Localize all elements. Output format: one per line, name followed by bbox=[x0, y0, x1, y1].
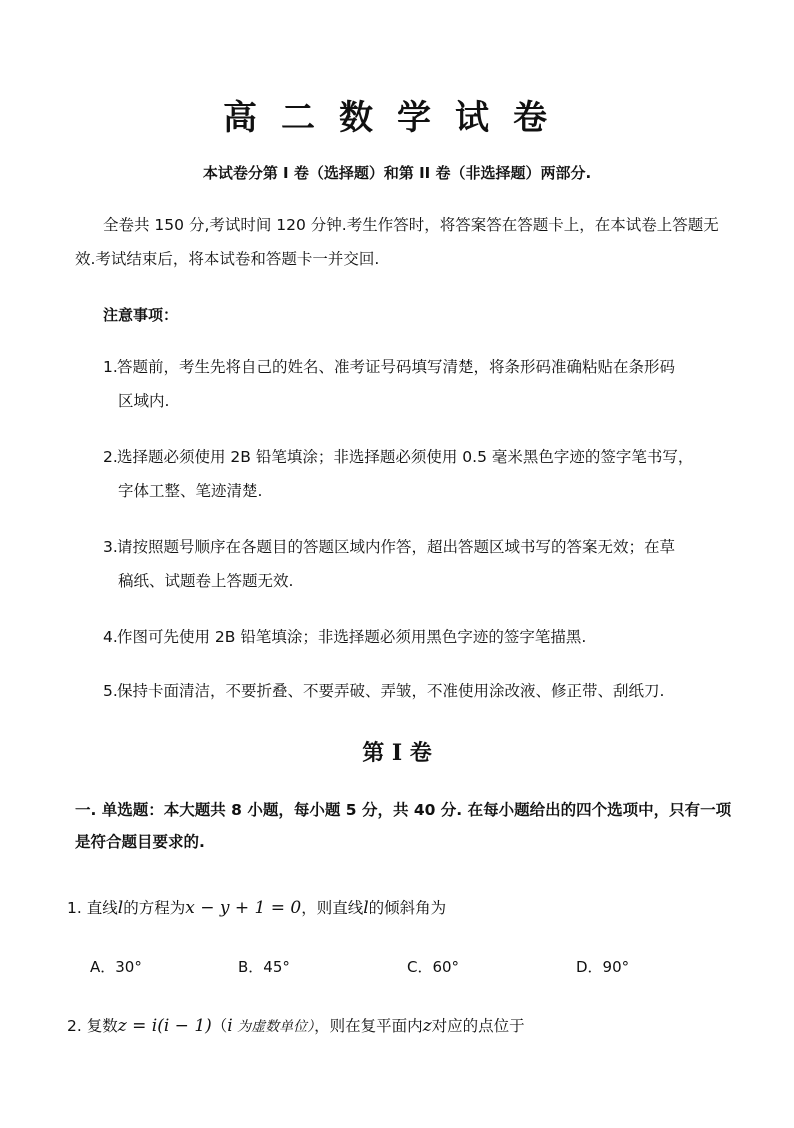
intro-paragraph: 全卷共 150 分,考试时间 120 分钟.考生作答时，将答案答在答题卡上，在本试卷上答题无效.考试结束后，将本试卷和答题卡一并交回. bbox=[75, 216, 719, 268]
option-c: C．60° bbox=[407, 958, 460, 976]
question-text: 的倾斜角为 bbox=[368, 899, 447, 917]
question-number: 2. bbox=[67, 1017, 82, 1035]
question-text: ，则在复平面内 bbox=[314, 1017, 423, 1035]
page-subtitle: 本试卷分第 I 卷（选择题）和第 II 卷（非选择题）两部分. bbox=[202, 164, 592, 182]
question-text: 为虚数单位） bbox=[232, 1019, 315, 1035]
note-number: 4. bbox=[103, 628, 118, 646]
note-text: 答题前，考生先将自己的姓名、准考证号码填写清楚，将条形码准确粘贴在条形码 bbox=[117, 358, 676, 376]
question-text: 复数 bbox=[86, 1017, 118, 1035]
option-a: A．30° bbox=[90, 958, 142, 976]
question-1 bbox=[67, 896, 446, 918]
question-text: 直线 bbox=[86, 899, 118, 917]
notes-heading: 注意事项： bbox=[103, 306, 179, 324]
note-number: 5. bbox=[103, 682, 118, 700]
page-title: 高二数学试卷 bbox=[223, 98, 571, 138]
note-number: 3. bbox=[103, 538, 118, 556]
note-number: 1. bbox=[103, 358, 118, 376]
note-text: 作图可先使用 2B 铅笔填涂；非选择题必须用黑色字迹的签字笔描黑. bbox=[117, 628, 587, 646]
note-item-2 bbox=[103, 440, 743, 508]
question-text: 对应的点位于 bbox=[431, 1017, 525, 1035]
math-equation: z = i(i − 1) bbox=[117, 1016, 212, 1036]
math-equation: x − y + 1 = 0 bbox=[185, 898, 302, 918]
math-variable: l bbox=[117, 898, 124, 918]
note-text-continued: 区域内. bbox=[118, 392, 170, 410]
question-text: ，则直线 bbox=[301, 899, 364, 917]
question-text: （ bbox=[211, 1017, 228, 1035]
note-item-3 bbox=[103, 530, 743, 598]
note-number: 2. bbox=[103, 448, 118, 466]
note-text-continued: 字体工整、笔迹清楚. bbox=[118, 482, 263, 500]
note-text: 选择题必须使用 2B 铅笔填涂；非选择题必须使用 0.5 毫米黑色字迹的签字笔书写， bbox=[117, 448, 694, 466]
note-text: 保持卡面清洁，不要折叠、不要弄破、弄皱，不准使用涂改液、修正带、刮纸刀. bbox=[117, 682, 665, 700]
section-heading: 一. 单选题：本大题共 8 小题，每小题 5 分，共 40 分. 在每小题给出的四个选项中，只有一项是符合题目要求的. bbox=[75, 801, 732, 851]
note-item-5 bbox=[103, 674, 743, 708]
note-text: 请按照题号顺序在各题目的答题区域内作答，超出答题区域书写的答案无效；在草 bbox=[117, 538, 676, 556]
note-item-1 bbox=[103, 350, 743, 418]
question-number: 1. bbox=[67, 899, 82, 917]
note-item-4 bbox=[103, 620, 743, 654]
math-variable: i bbox=[227, 1016, 233, 1036]
note-text-continued: 稿纸、试题卷上答题无效. bbox=[118, 572, 294, 590]
math-variable: l bbox=[363, 898, 369, 918]
question-text: 的方程为 bbox=[123, 899, 186, 917]
question-2 bbox=[67, 1014, 525, 1036]
option-b: B．45° bbox=[238, 958, 290, 976]
volume-title: 第 I 卷 bbox=[362, 740, 432, 766]
math-variable: z bbox=[422, 1016, 432, 1036]
option-d: D．90° bbox=[576, 958, 630, 976]
